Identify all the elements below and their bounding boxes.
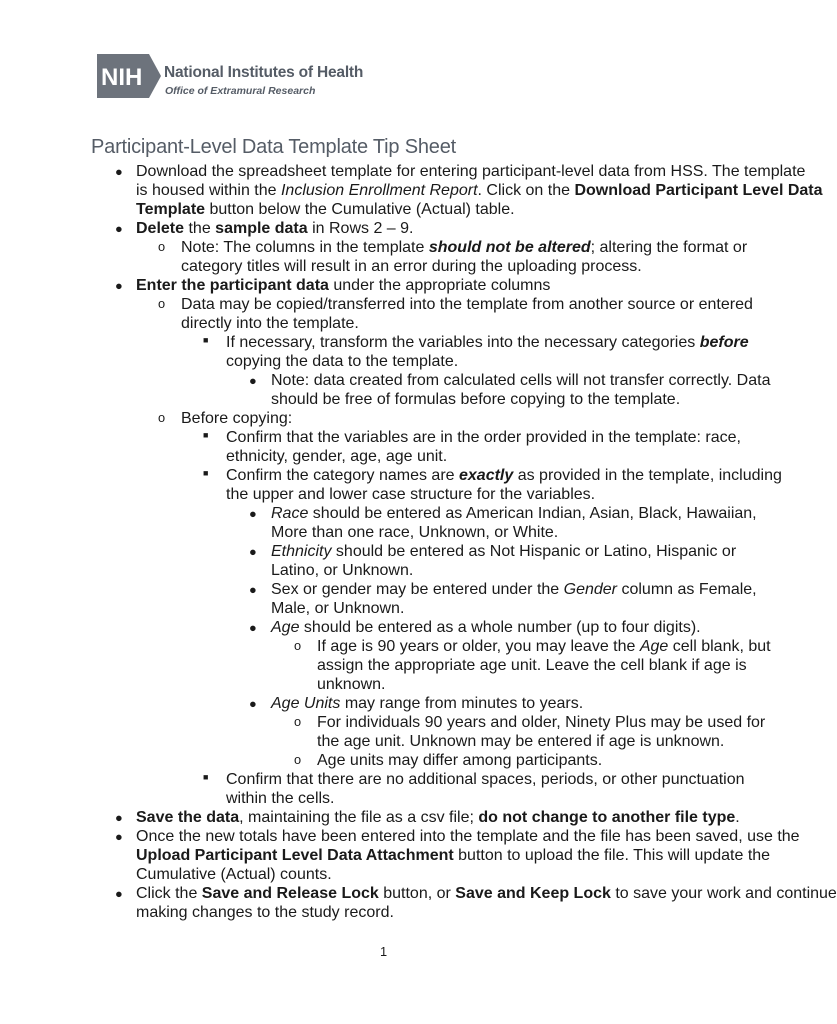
bullet-icon: ● xyxy=(115,164,123,179)
text-line: More than one race, Unknown, or White. xyxy=(271,524,559,541)
bullet-icon: ● xyxy=(249,696,257,711)
text-line: making changes to the study record. xyxy=(136,904,394,921)
text-line: Before copying: xyxy=(181,410,293,427)
text-line: If age is 90 years or older, you may leave the Age cell blank, but xyxy=(317,638,771,655)
text-line: If necessary, transform the variables into the necessary categories before xyxy=(226,334,749,351)
text-line: the age unit. Unknown may be entered if age is unknown. xyxy=(317,733,725,750)
text-line: Once the new totals have been entered into the template and the file has been saved, use the xyxy=(136,828,800,845)
text-line: directly into the template. xyxy=(181,315,359,332)
text-line: Confirm that the variables are in the order provided in the template: race, xyxy=(226,429,741,446)
bullet-icon: ● xyxy=(115,829,123,844)
nih-logo xyxy=(97,54,161,98)
text-line: Confirm that there are no additional spaces, periods, or other punctuation xyxy=(226,771,745,788)
logo-abbr: NIH xyxy=(101,64,143,91)
text-line: Age Units may range from minutes to years. xyxy=(271,695,584,712)
text-line: assign the appropriate age unit. Leave the cell blank if age is xyxy=(317,657,747,674)
square-bullet-icon: ■ xyxy=(203,468,209,478)
text-line: Enter the participant data under the appropriate columns xyxy=(136,277,551,294)
text-line: Delete the sample data in Rows 2 – 9. xyxy=(136,220,414,237)
text-line: Sex or gender may be entered under the Gender column as Female, xyxy=(271,581,757,598)
text-line: Save the data, maintaining the file as a csv file; do not change to another file type. xyxy=(136,809,740,826)
text-line: unknown. xyxy=(317,676,386,693)
text-line: Male, or Unknown. xyxy=(271,600,405,617)
text-line: Age should be entered as a whole number (up to four digits). xyxy=(271,619,701,636)
text-line: category titles will result in an error during the uploading process. xyxy=(181,258,642,275)
bullet-icon: ● xyxy=(249,544,257,559)
text-line: Note: The columns in the template should not be altered; altering the format or xyxy=(181,239,748,256)
circle-bullet-icon: o xyxy=(294,752,302,767)
text-line: Race should be entered as American Indian, Asian, Black, Hawaiian, xyxy=(271,505,757,522)
text-line: the upper and lower case structure for the variables. xyxy=(226,486,596,503)
text-line: Download the spreadsheet template for entering participant-level data from HSS. The template xyxy=(136,163,806,180)
text-line: copying the data to the template. xyxy=(226,353,459,370)
text-line: For individuals 90 years and older, Ninety Plus may be used for xyxy=(317,714,766,731)
bullet-icon: ● xyxy=(115,278,123,293)
square-bullet-icon: ■ xyxy=(203,772,209,782)
square-bullet-icon: ■ xyxy=(203,335,209,345)
text-line: ethnicity, gender, age, age unit. xyxy=(226,448,448,465)
text-line: Template button below the Cumulative (Actual) table. xyxy=(136,201,515,218)
text-line: Note: data created from calculated cells will not transfer correctly. Data xyxy=(271,372,771,389)
circle-bullet-icon: o xyxy=(158,296,166,311)
text-line: Data may be copied/transferred into the template from another source or entered xyxy=(181,296,753,313)
text-line: Ethnicity should be entered as Not Hispanic or Latino, Hispanic or xyxy=(271,543,737,560)
circle-bullet-icon: o xyxy=(294,638,302,653)
circle-bullet-icon: o xyxy=(294,714,302,729)
text-line: Age units may differ among participants. xyxy=(317,752,603,769)
text-line: is housed within the Inclusion Enrollment Report. Click on the Download Participant Level Data xyxy=(136,182,823,199)
text-line: Upload Participant Level Data Attachment button to upload the file. This will update the xyxy=(136,847,771,864)
org-name: National Institutes of Health xyxy=(164,64,364,81)
circle-bullet-icon: o xyxy=(158,239,166,254)
text-line: within the cells. xyxy=(226,790,335,807)
office-name: Office of Extramural Research xyxy=(165,85,316,97)
text-line: Latino, or Unknown. xyxy=(271,562,414,579)
bullet-icon: ● xyxy=(249,373,257,388)
bullet-icon: ● xyxy=(115,221,123,236)
page-number: 1 xyxy=(380,944,388,959)
text-line: should be free of formulas before copying to the template. xyxy=(271,391,681,408)
bullet-icon: ● xyxy=(249,582,257,597)
bullet-icon: ● xyxy=(249,620,257,635)
text-line: Cumulative (Actual) counts. xyxy=(136,866,332,883)
circle-bullet-icon: o xyxy=(158,410,166,425)
bullet-icon: ● xyxy=(115,886,123,901)
text-line: Click the Save and Release Lock button, or Save and Keep Lock to save your work and continue xyxy=(136,885,837,902)
square-bullet-icon: ■ xyxy=(203,430,209,440)
text-line: Confirm the category names are exactly as provided in the template, including xyxy=(226,467,782,484)
bullet-icon: ● xyxy=(249,506,257,521)
bullet-icon: ● xyxy=(115,810,123,825)
page-title: Participant-Level Data Template Tip Sheet xyxy=(91,136,456,158)
